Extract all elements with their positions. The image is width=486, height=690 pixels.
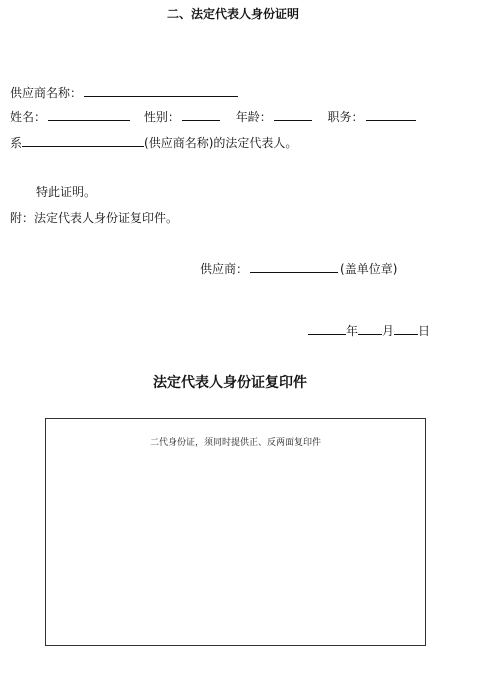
supplier-name-label: 供应商名称： (10, 86, 83, 100)
identity-line (10, 134, 297, 151)
signature-line (200, 260, 397, 277)
gender-blank[interactable] (182, 108, 220, 121)
copy-title: 法定代表人身份证复印件 (153, 375, 307, 391)
seal-note: (盖单位章) (340, 262, 398, 276)
section-title: 二、法定代表人身份证明 (167, 7, 300, 21)
age-label: 年龄： (235, 110, 272, 124)
name-blank[interactable] (48, 108, 130, 121)
position-label: 职务： (327, 110, 364, 124)
gender-label: 性别： (143, 110, 180, 124)
year-label: 年 (346, 324, 359, 338)
supplier-name-line (10, 84, 240, 101)
position-blank[interactable] (366, 108, 416, 121)
year-blank[interactable] (308, 322, 346, 335)
id-copy-note: 二代身份证，须同时提供正、反两面复印件 (149, 438, 321, 448)
certify-text: 特此证明。 (36, 185, 97, 199)
person-info-line (10, 108, 418, 125)
day-blank[interactable] (394, 322, 418, 335)
attachment-text: 附：法定代表人身份证复印件。 (10, 211, 179, 225)
date-line (308, 322, 430, 339)
day-label: 日 (418, 324, 431, 338)
month-label: 月 (382, 324, 395, 338)
age-blank[interactable] (274, 108, 312, 121)
signature-blank[interactable] (250, 260, 338, 273)
identity-prefix: 系 (10, 136, 23, 150)
id-copy-box[interactable] (45, 418, 426, 646)
month-blank[interactable] (358, 322, 382, 335)
identity-supplier-blank[interactable] (22, 134, 144, 147)
name-label: 姓名： (10, 110, 47, 124)
identity-suffix: (供应商名称)的法定代表人。 (144, 136, 298, 150)
signature-label: 供应商： (200, 262, 249, 276)
supplier-name-blank[interactable] (84, 84, 238, 97)
